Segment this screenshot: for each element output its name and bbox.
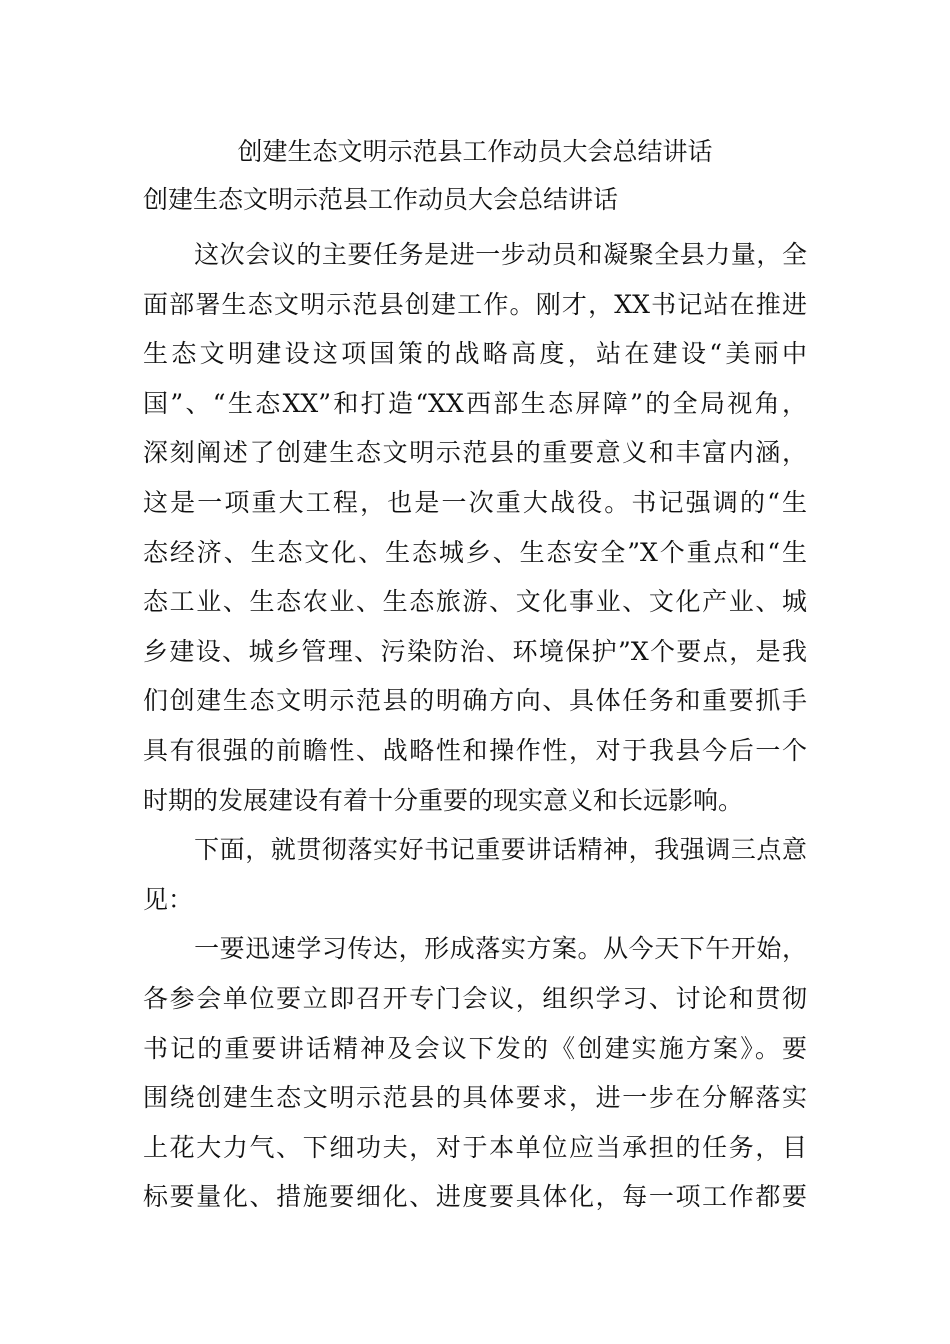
paragraph-line: 态经济、生态文化、生态城乡、生态安全”X个重点和“生 — [143, 537, 807, 567]
document-subtitle: 创建生态文明示范县工作动员大会总结讲话 — [143, 185, 619, 214]
paragraph-line: 面部署生态文明示范县创建工作。刚才，XX书记站在推进 — [143, 289, 807, 319]
paragraph-line: 这是一项重大工程，也是一次重大战役。书记强调的“生 — [143, 487, 807, 517]
paragraph-line: 书记的重要讲话精神及会议下发的《创建实施方案》。要 — [143, 1033, 807, 1063]
paragraph-line: 时期的发展建设有着十分重要的现实意义和长远影响。 — [143, 785, 744, 815]
paragraph-line: 下面，就贯彻落实好书记重要讲话精神，我强调三点意 — [143, 835, 807, 865]
paragraph-line: 国”、“生态XX”和打造“XX西部生态屏障”的全局视角， — [143, 388, 807, 418]
paragraph-3 — [143, 924, 807, 1222]
paragraph-2 — [143, 825, 807, 924]
paragraph-line: 具有很强的前瞻性、战略性和操作性，对于我县今后一个 — [143, 735, 807, 765]
document-body — [143, 230, 807, 1222]
paragraph-line: 乡建设、城乡管理、污染防治、环境保护”X个要点，是我 — [143, 636, 807, 666]
paragraph-line: 上花大力气、下细功夫，对于本单位应当承担的任务，目 — [143, 1132, 807, 1162]
paragraph-line: 深刻阐述了创建生态文明示范县的重要意义和丰富内涵， — [143, 438, 807, 468]
paragraph-line: 们创建生态文明示范县的明确方向、具体任务和重要抓手 — [143, 686, 807, 716]
paragraph-line: 生态文明建设这项国策的战略高度，站在建设“美丽中 — [143, 339, 807, 369]
paragraph-line: 一要迅速学习传达，形成落实方案。从今天下午开始， — [143, 934, 807, 964]
paragraph-line: 围绕创建生态文明示范县的具体要求，进一步在分解落实 — [143, 1083, 807, 1113]
document-title: 创建生态文明示范县工作动员大会总结讲话 — [237, 137, 713, 166]
paragraph-line: 态工业、生态农业、生态旅游、文化事业、文化产业、城 — [143, 587, 807, 617]
paragraph-line: 标要量化、措施要细化、进度要具体化，每一项工作都要 — [143, 1182, 807, 1212]
paragraph-line: 见： — [143, 884, 194, 914]
paragraph-1 — [143, 230, 807, 825]
paragraph-line: 各参会单位要立即召开专门会议，组织学习、讨论和贯彻 — [143, 983, 807, 1013]
paragraph-line: 这次会议的主要任务是进一步动员和凝聚全县力量，全 — [143, 240, 807, 269]
